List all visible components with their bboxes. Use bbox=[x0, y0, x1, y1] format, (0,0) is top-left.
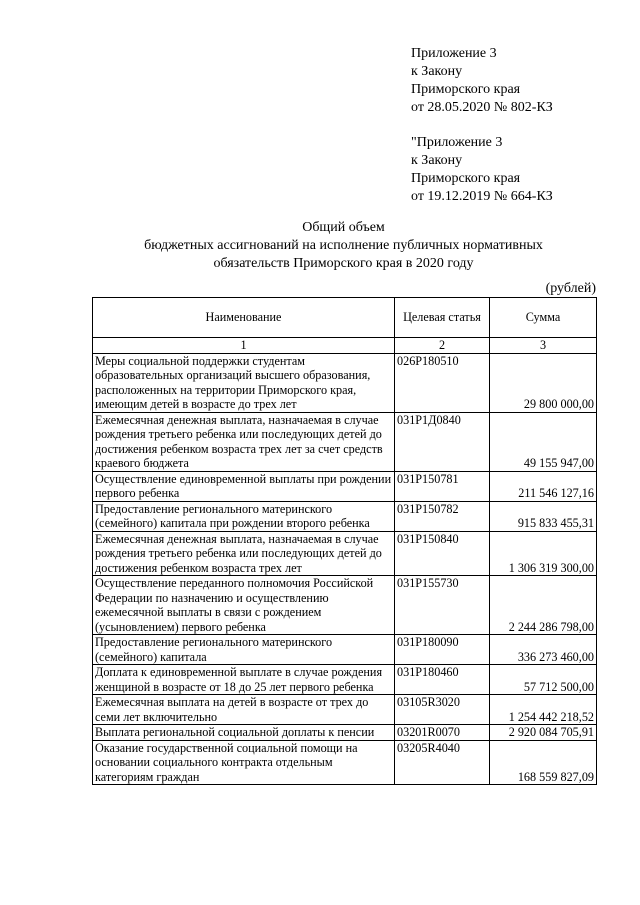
column-number-row bbox=[93, 338, 597, 354]
annex-line: к Закону bbox=[411, 64, 463, 79]
column-number: 3 bbox=[490, 338, 597, 354]
annex-line: Приложение 3 bbox=[411, 46, 497, 61]
row-name: Ежемесячная выплата на детей в возрасте от трех до семи лет включительно bbox=[93, 695, 395, 725]
table-row bbox=[93, 353, 597, 412]
row-code: 031Р180460 bbox=[395, 665, 490, 695]
annex-line: Приморского края bbox=[411, 171, 521, 186]
title-line: Общий объем bbox=[302, 220, 385, 235]
row-name: Оказание государственной социальной помощи на основании социального контракта отдельным категориям граждан bbox=[93, 740, 395, 785]
table-row bbox=[93, 501, 597, 531]
table-row bbox=[93, 695, 597, 725]
annex-previous-reference bbox=[411, 134, 553, 206]
table-row bbox=[93, 576, 597, 635]
row-sum: 336 273 460,00 bbox=[490, 635, 597, 665]
table-row bbox=[93, 471, 597, 501]
row-code: 03205R4040 bbox=[395, 740, 490, 785]
row-code: 031Р150781 bbox=[395, 471, 490, 501]
row-name: Ежемесячная денежная выплата, назначаемая в случае рождения третьего ребенка или последующих детей до достижения ребенком возраста трех лет bbox=[93, 531, 395, 576]
row-code: 026Р180510 bbox=[395, 353, 490, 412]
row-sum: 57 712 500,00 bbox=[490, 665, 597, 695]
row-name: Осуществление переданного полномочия Российской Федерации по назначению и осуществлению ежемесячной выплаты в связи с рождением (усыновлением) первого ребенка bbox=[93, 576, 395, 635]
annex-line: от 19.12.2019 № 664-КЗ bbox=[411, 189, 553, 204]
row-code: 031Р180090 bbox=[395, 635, 490, 665]
row-name: Предоставление регионального материнского (семейного) капитала bbox=[93, 635, 395, 665]
row-code: 031Р150782 bbox=[395, 501, 490, 531]
column-number: 1 bbox=[93, 338, 395, 354]
header-sum: Сумма bbox=[490, 298, 597, 338]
table-row bbox=[93, 635, 597, 665]
row-code: 03105R3020 bbox=[395, 695, 490, 725]
header-name: Наименование bbox=[93, 298, 395, 338]
table-row bbox=[93, 412, 597, 471]
row-name: Осуществление единовременной выплаты при рождении первого ребенка bbox=[93, 471, 395, 501]
row-sum: 915 833 455,31 bbox=[490, 501, 597, 531]
table-row bbox=[93, 665, 597, 695]
annex-line: от 28.05.2020 № 802-КЗ bbox=[411, 100, 553, 115]
column-number: 2 bbox=[395, 338, 490, 354]
row-sum: 2 244 286 798,00 bbox=[490, 576, 597, 635]
table-row bbox=[93, 725, 597, 741]
table-row bbox=[93, 740, 597, 785]
annex-line: Приморского края bbox=[411, 82, 521, 97]
header-row bbox=[93, 298, 597, 338]
annex-line: к Закону bbox=[411, 153, 463, 168]
title-line: бюджетных ассигнований на исполнение публичных нормативных bbox=[144, 238, 543, 253]
row-sum: 2 920 084 705,91 bbox=[490, 725, 597, 741]
row-sum: 29 800 000,00 bbox=[490, 353, 597, 412]
row-code: 031Р155730 bbox=[395, 576, 490, 635]
annex-current-reference bbox=[411, 45, 553, 117]
document-title bbox=[92, 219, 595, 273]
obligations-table bbox=[92, 297, 597, 785]
row-sum: 1 254 442 218,52 bbox=[490, 695, 597, 725]
row-name: Предоставление регионального материнского (семейного) капитала при рождении второго ребенка bbox=[93, 501, 395, 531]
row-name: Меры социальной поддержки студентам образовательных организаций высшего образования, расположенных на территории Приморского края, имеющим детей в возрасте до трех лет bbox=[93, 353, 395, 412]
row-name: Выплата региональной социальной доплаты к пенсии bbox=[93, 725, 395, 741]
row-sum: 211 546 127,16 bbox=[490, 471, 597, 501]
row-name: Доплата к единовременной выплате в случае рождения женщиной в возрасте от 18 до 25 лет первого ребенка bbox=[93, 665, 395, 695]
row-name: Ежемесячная денежная выплата, назначаемая в случае рождения третьего ребенка или последующих детей до достижения ребенком возраста трех лет за счет средств краевого бюджета bbox=[93, 412, 395, 471]
header-code: Целевая статья bbox=[395, 298, 490, 338]
row-sum: 49 155 947,00 bbox=[490, 412, 597, 471]
units-label: (рублей) bbox=[545, 281, 596, 296]
title-line: обязательств Приморского края в 2020 году bbox=[213, 256, 474, 271]
row-sum: 1 306 319 300,00 bbox=[490, 531, 597, 576]
annex-line: "Приложение 3 bbox=[411, 135, 503, 150]
row-code: 031Р150840 bbox=[395, 531, 490, 576]
row-code: 031Р1Д0840 bbox=[395, 412, 490, 471]
row-sum: 168 559 827,09 bbox=[490, 740, 597, 785]
table-row bbox=[93, 531, 597, 576]
row-code: 03201R0070 bbox=[395, 725, 490, 741]
